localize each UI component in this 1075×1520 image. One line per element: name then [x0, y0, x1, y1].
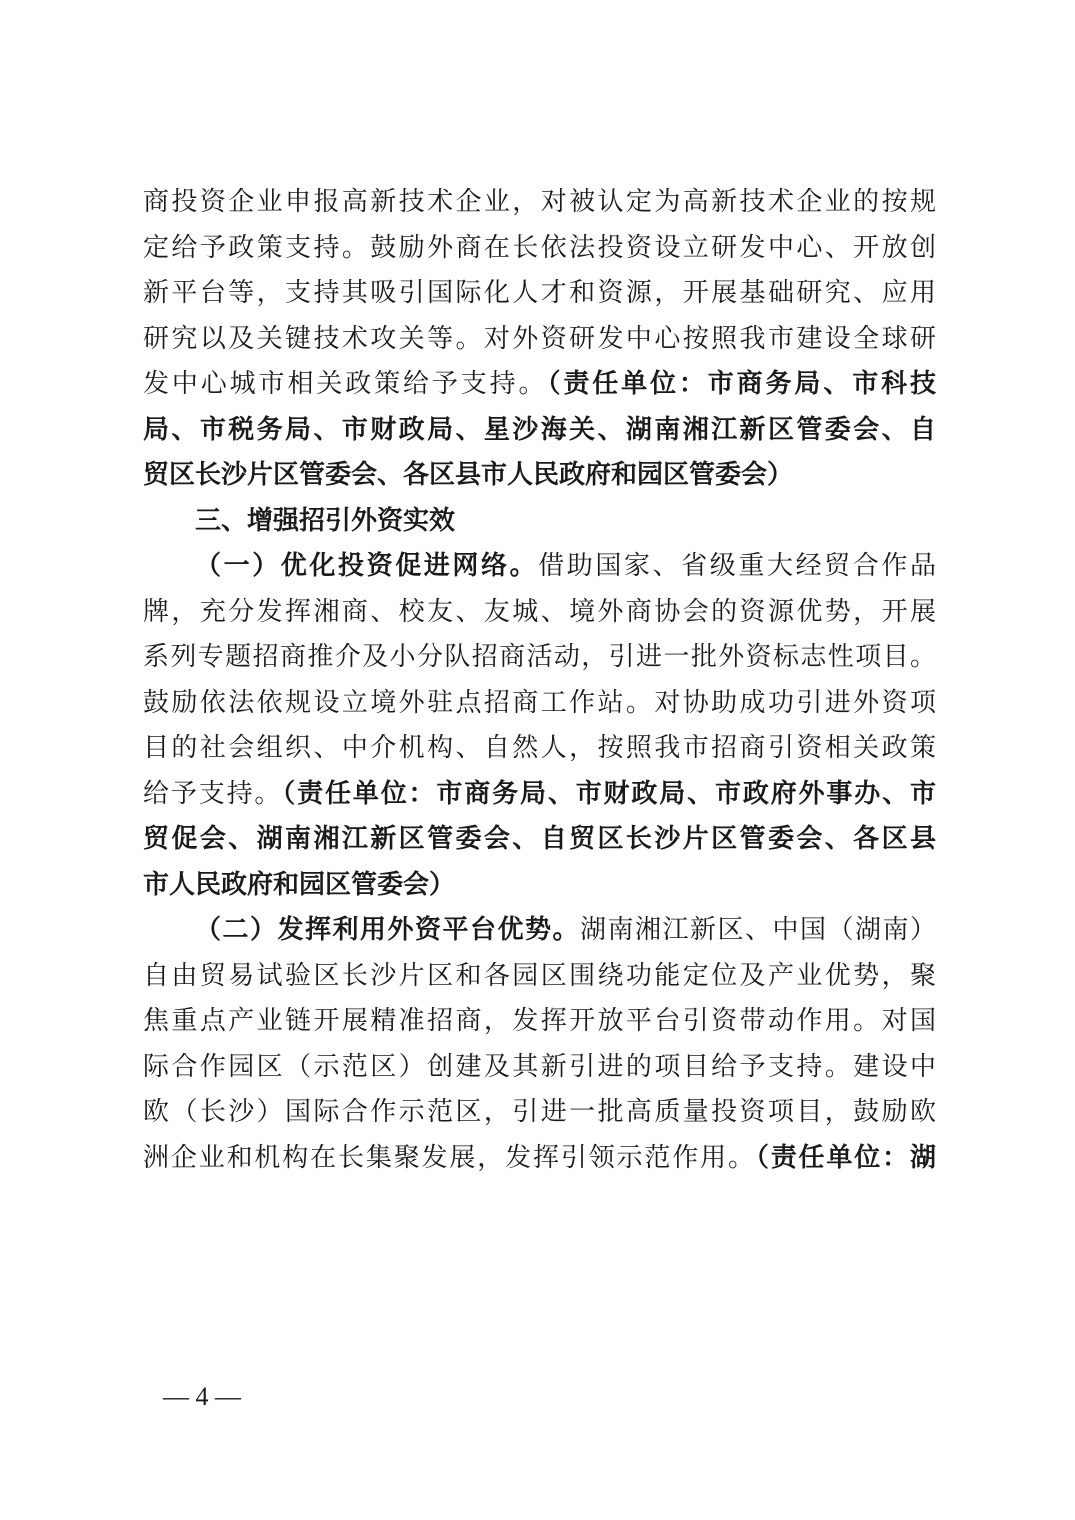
- paragraph-line: 系列专题招商推介及小分队招商活动，引进一批外资标志性项目。: [143, 642, 936, 672]
- responsible-units-line: 贸促会、湖南湘江新区管委会、自贸区长沙片区管委会、各区县: [143, 824, 936, 854]
- item-title: （二）发挥利用外资平台优势。: [195, 915, 580, 945]
- paragraph-line: 际合作园区（示范区）创建及其新引进的项目给予支持。建设中: [143, 1051, 936, 1082]
- paragraph-line: 目的社会组织、中介机构、自然人，按照我市招商引资相关政策: [143, 733, 936, 763]
- responsible-units-text: （责任单位：市商务局、市财政局、市政府外事办、市: [282, 778, 936, 809]
- item-title-line: [143, 544, 936, 590]
- item-title: （一）优化投资促进网络。: [195, 551, 539, 581]
- paragraph-line: 欧（长沙）国际合作示范区，引进一批高质量投资项目，鼓励欧: [143, 1097, 936, 1127]
- paragraph-line: 鼓励依法依规设立境外驻点招商工作站。对协助成功引进外资项: [143, 687, 936, 718]
- paragraph-text: 借助国家、省级重大经贸合作品: [538, 551, 936, 581]
- paragraph-text: 湖南湘江新区、中国（湖南）: [579, 915, 936, 945]
- paragraph-text: 发中心城市相关政策给予支持。: [143, 369, 548, 399]
- paragraph-text: 洲企业和机构在长集聚发展，发挥引领示范作用。: [143, 1142, 756, 1173]
- item-title-line: [143, 908, 936, 954]
- document-page: [143, 180, 936, 1181]
- paragraph-line: 牌，充分发挥湘商、校友、友城、境外商协会的资源优势，开展: [143, 596, 936, 627]
- paragraph-line: [143, 772, 936, 818]
- paragraph-line: 焦重点产业链开展精准招商，发挥开放平台引资带动作用。对国: [143, 1006, 936, 1036]
- section-heading: 三、增强招引外资实效: [195, 505, 456, 536]
- paragraph-line: [143, 362, 936, 408]
- responsible-units-text: （责任单位：市商务局、市科技: [547, 369, 936, 399]
- responsible-units-line: 局、市税务局、市财政局、星沙海关、湖南湘江新区管委会、自: [143, 414, 936, 445]
- paragraph-line: 新平台等，支持其吸引国际化人才和资源，开展基础研究、应用: [143, 278, 936, 308]
- paragraph-line: 自由贸易试验区长沙片区和各园区围绕功能定位及产业优势，聚: [143, 960, 936, 991]
- page-number: — 4 —: [163, 1382, 241, 1411]
- paragraph-line: [143, 1136, 936, 1182]
- paragraph-text: 给予支持。: [143, 778, 283, 809]
- paragraph-line: 研究以及关键技术攻关等。对外资研发中心按照我市建设全球研: [143, 323, 936, 354]
- responsible-units-line: 市人民政府和园区管委会）: [143, 869, 456, 900]
- paragraph-line: 商投资企业申报高新技术企业，对被认定为高新技术企业的按规: [143, 187, 936, 217]
- responsible-units-text: （责任单位：湖: [755, 1142, 936, 1173]
- paragraph-line: 定给予政策支持。鼓励外商在长依法投资设立研发中心、开放创: [143, 232, 936, 263]
- responsible-units-line: 贸区长沙片区管委会、各区县市人民政府和园区管委会）: [143, 460, 794, 490]
